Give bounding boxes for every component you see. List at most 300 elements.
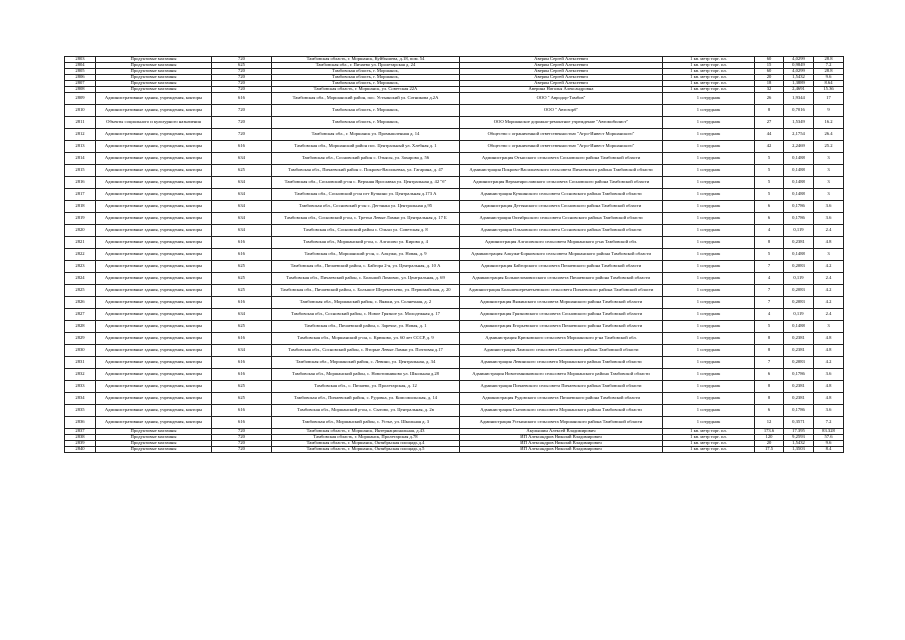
norm-cell: 1,3889 [784, 81, 814, 87]
code-cell: 634 [212, 189, 272, 201]
address-cell: Тамбовская обл., Моршанский район, с. Левино, ул. Центральная, д. 34 [272, 357, 460, 369]
volume-cell: 3 [814, 165, 844, 177]
row-number-cell: 2820 [65, 225, 96, 237]
address-cell: Тамбовская область, г. Моршанск, Куйбышева, д.18, пом. 54 [272, 57, 460, 63]
code-cell: 720 [212, 117, 272, 129]
volume-cell: 3 [814, 153, 844, 165]
code-cell: 720 [212, 87, 272, 93]
organization-cell: Акулышин Алексей Владимирович [460, 429, 663, 435]
quantity-cell: 5 [755, 153, 784, 165]
row-number-cell: 2834 [65, 393, 96, 405]
volume-cell: 4.2 [814, 261, 844, 273]
organization-cell: ООО " Автозорб" [460, 105, 663, 117]
norm-cell: 0,119 [784, 273, 814, 285]
quantity-cell: 7 [755, 297, 784, 309]
object-type-cell: Продуктовые магазины [96, 87, 212, 93]
organization-cell: Администрация Отьясского сельсовета Сосновского района Тамбовской области [460, 153, 663, 165]
row-number-cell: 2829 [65, 333, 96, 345]
code-cell: 625 [212, 321, 272, 333]
row-number-cell: 2825 [65, 285, 96, 297]
address-cell: Тамбовская область, г. Моршанск, Пролетарская д.78 [272, 435, 460, 441]
unit-cell: 1 сотрудник [663, 129, 755, 141]
address-cell: Тамбовская обл., Сосновский район с. Отьясы, ул. Захарова д. 56 [272, 153, 460, 165]
organization-cell: Аверин Сергей Алексеевич [460, 57, 663, 63]
code-cell: 720 [212, 441, 272, 447]
address-cell: Тамбовская обл., Моршанский район пос. Центральный ул. Хлебная д. 1 [272, 141, 460, 153]
table-row [65, 381, 844, 393]
unit-cell: 1 сотрудник [663, 225, 755, 237]
organization-cell: Администрация Устьинского сельсовета Моршанского района Тамбовской области [460, 417, 663, 429]
table-row [65, 297, 844, 309]
norm-cell: 0,2381 [784, 237, 814, 249]
organization-cell: Общество с ограниченной ответственностью "Агро-Инвест Моршанского" [460, 141, 663, 153]
row-number-cell: 2830 [65, 345, 96, 357]
code-cell: 720 [212, 57, 272, 63]
row-number-cell: 2803 [65, 57, 96, 63]
address-cell: Тамбовская обл., Пичаевский район с. Покрово-Васильевка, ул. Гагарина, д. 47 [272, 165, 460, 177]
unit-cell: 1 кв. метр торг. пл. [663, 81, 755, 87]
object-type-cell: Продуктовые магазины [96, 75, 212, 81]
address-cell: Тамбовская обл., г. Моршанск ул. Промышленная д. 14 [272, 129, 460, 141]
table-row [65, 321, 844, 333]
unit-cell: 1 сотрудник [663, 393, 755, 405]
row-number-cell: 2840 [65, 447, 96, 453]
organization-cell: Администрация Сытовского сельсовета Моршанского района Тамбовской области [460, 405, 663, 417]
code-cell: 720 [212, 435, 272, 441]
norm-cell: 4,0299 [784, 69, 814, 75]
quantity-cell: 32 [755, 87, 784, 93]
address-cell: Тамбовская область, г. Моршанск, [272, 69, 460, 75]
row-number-cell: 2815 [65, 165, 96, 177]
unit-cell: 1 сотрудник [663, 381, 755, 393]
row-number-cell: 2831 [65, 357, 96, 369]
quantity-cell: 27 [755, 117, 784, 129]
quantity-cell: 5 [755, 177, 784, 189]
code-cell: 616 [212, 93, 272, 105]
quantity-cell: 20 [755, 75, 784, 81]
address-cell: Тамбовская область, г. Моршанск, Октябрьская площадь д.4 [272, 441, 460, 447]
address-cell: Тамбовская область, г. Моршанск, ул. Советская 22А [272, 87, 460, 93]
quantity-cell: 8 [755, 333, 784, 345]
organization-cell: Администрация Ольховского сельсовета Сосновского района Тамбовской области [460, 225, 663, 237]
table-row [65, 405, 844, 417]
norm-cell: 0,1488 [784, 177, 814, 189]
organization-cell: Администрация Верхнеярославского сельсовета Сосновского района Тамбовской области [460, 177, 663, 189]
organization-cell: Администрация Октябрьского сельсовета Сосновского района Тамбовской области [460, 213, 663, 225]
object-type-cell: Административные здания, учреждения, конторы [96, 357, 212, 369]
row-number-cell: 2810 [65, 105, 96, 117]
object-type-cell: Административные здания, учреждения, конторы [96, 165, 212, 177]
volume-cell: 83.328 [814, 429, 844, 435]
row-number-cell: 2812 [65, 129, 96, 141]
row-number-cell: 2821 [65, 237, 96, 249]
code-cell: 625 [212, 393, 272, 405]
norm-cell: 0,2381 [784, 333, 814, 345]
volume-cell: 3.6 [814, 369, 844, 381]
norm-cell: 0,2083 [784, 357, 814, 369]
code-cell: 720 [212, 447, 272, 453]
row-number-cell: 2837 [65, 429, 96, 435]
object-type-cell: Административные здания, учреждения, конторы [96, 249, 212, 261]
unit-cell: 1 кв. метр торг. пл. [663, 435, 755, 441]
address-cell: Тамбовская область, г. Моршанск, [272, 75, 460, 81]
quantity-cell: 5 [755, 189, 784, 201]
row-number-cell: 2807 [65, 81, 96, 87]
organization-cell: Администрация Рудовского сельсовета Пичаевского района Тамбовской области [460, 393, 663, 405]
organization-cell: Администрация Крюковского сельсовета Моршанского р-на Тамбовской обл. [460, 333, 663, 345]
table-row [65, 117, 844, 129]
row-number-cell: 2808 [65, 87, 96, 93]
object-type-cell: Административные здания, учреждения, конторы [96, 153, 212, 165]
unit-cell: 1 сотрудник [663, 213, 755, 225]
quantity-cell: 60 [755, 69, 784, 75]
unit-cell: 1 сотрудник [663, 333, 755, 345]
row-number-cell: 2838 [65, 435, 96, 441]
unit-cell: 1 сотрудник [663, 249, 755, 261]
unit-cell: 1 кв. метр торг. пл. [663, 63, 755, 69]
norm-cell: 2,4691 [784, 87, 814, 93]
table-row [65, 201, 844, 213]
object-type-cell: Продуктовые магазины [96, 57, 212, 63]
quantity-cell: 15 [755, 63, 784, 69]
code-cell: 720 [212, 105, 272, 117]
quantity-cell: 60 [755, 57, 784, 63]
object-type-cell: Административные здания, учреждения, конторы [96, 309, 212, 321]
organization-cell: ООО Моршанское дорожно-ремонтное учреждение "Автомобилист" [460, 117, 663, 129]
address-cell: Тамбовская обл., г. Пичаево ул. Пролетарская д. 24 [272, 63, 460, 69]
quantity-cell: 26 [755, 93, 784, 105]
unit-cell: 1 сотрудник [663, 297, 755, 309]
organization-cell: Администрация Алкужи-Борковского сельсовета Моршанского района Тамбовской области [460, 249, 663, 261]
norm-cell: 0,1786 [784, 405, 814, 417]
unit-cell: 1 кв. метр торг. пл. [663, 75, 755, 81]
code-cell: 634 [212, 213, 272, 225]
address-cell: Тамбовская область, г. Моршанск, [272, 117, 460, 129]
quantity-cell: 173.6 [755, 429, 784, 435]
object-type-cell: Продуктовые магазины [96, 69, 212, 75]
object-type-cell: Продуктовые магазины [96, 435, 212, 441]
table-row [65, 129, 844, 141]
organization-cell: Администрация Вяжинского сельсовета Моршанского района Тамбовской области [460, 297, 663, 309]
table-row [65, 153, 844, 165]
norm-cell: 0,3571 [784, 417, 814, 429]
norm-cell: 17.395 [784, 429, 814, 435]
quantity-cell: 7 [755, 357, 784, 369]
quantity-cell: 8 [755, 105, 784, 117]
organization-cell: Аверин Сергей Алексеевич [460, 75, 663, 81]
unit-cell: 1 сотрудник [663, 357, 755, 369]
code-cell: 625 [212, 285, 272, 297]
unit-cell: 1 сотрудник [663, 237, 755, 249]
quantity-cell: 4 [755, 309, 784, 321]
address-cell: Тамбовская обл., Сосновский р-он пгт Кучкино ул. Центральная д.173 А [272, 189, 460, 201]
unit-cell: 1 кв. метр торг. пл. [663, 429, 755, 435]
object-type-cell: Административные здания, учреждения, конторы [96, 237, 212, 249]
volume-cell: 9.6 [814, 75, 844, 81]
address-cell: Тамбовская обл., Моршанский р-он, с. Алкужи, ул. Новая, д. 9 [272, 249, 460, 261]
volume-cell: 9.6 [814, 441, 844, 447]
volume-cell: 7.2 [814, 417, 844, 429]
norm-cell: 0,1786 [784, 213, 814, 225]
organization-cell: Аверина Наталья Александровна [460, 87, 663, 93]
code-cell: 616 [212, 417, 272, 429]
organization-cell: ИП Александров Николай Владимирович [460, 435, 663, 441]
row-number-cell: 2817 [65, 189, 96, 201]
object-type-cell: Административные здания, учреждения, конторы [96, 201, 212, 213]
quantity-cell: 120 [755, 435, 784, 441]
table-row [65, 105, 844, 117]
norm-cell: 0,2381 [784, 381, 814, 393]
code-cell: 616 [212, 333, 272, 345]
table-row [65, 447, 844, 453]
volume-cell: 3 [814, 189, 844, 201]
unit-cell: 1 сотрудник [663, 273, 755, 285]
table-row [65, 93, 844, 105]
code-cell: 720 [212, 69, 272, 75]
row-number-cell: 2818 [65, 201, 96, 213]
quantity-cell: 18 [755, 81, 784, 87]
object-type-cell: Административные здания, учреждения, конторы [96, 273, 212, 285]
unit-cell: 1 кв. метр торг. пл. [663, 441, 755, 447]
address-cell: Тамбовская обл., Сосновский р-он с. Дегтянка ул. Центральная д.95 [272, 201, 460, 213]
row-number-cell: 2836 [65, 417, 96, 429]
row-number-cell: 2819 [65, 213, 96, 225]
object-type-cell: Продуктовые магазины [96, 81, 212, 87]
quantity-cell: 44 [755, 129, 784, 141]
object-type-cell: Административные здания, учреждения, конторы [96, 189, 212, 201]
object-type-cell: Административные здания, учреждения, конторы [96, 285, 212, 297]
organization-cell: Администрация Левинского сельсовета Моршанского района Тамбовской области [460, 357, 663, 369]
norm-cell: 2,1754 [784, 129, 814, 141]
volume-cell: 4.2 [814, 297, 844, 309]
address-cell: Тамбовская область, г. Моршанск, [272, 105, 460, 117]
address-cell: Тамбовская обл., Моршанский р-он, с. Алгасово ул. Кирова д. 4 [272, 237, 460, 249]
address-cell: Тамбовская обл., Сосновский р-он, с. Третьи Левые Ламки ул. Центральная д. 17 Б [272, 213, 460, 225]
volume-cell: 9 [814, 105, 844, 117]
table-row [65, 177, 844, 189]
code-cell: 634 [212, 177, 272, 189]
object-type-cell: Продуктовые магазины [96, 429, 212, 435]
volume-cell: 3.6 [814, 405, 844, 417]
code-cell: 720 [212, 81, 272, 87]
unit-cell: 1 кв. метр торг. пл. [663, 87, 755, 93]
volume-cell: 4.8 [814, 237, 844, 249]
volume-cell: 15.36 [814, 87, 844, 93]
table-row [65, 309, 844, 321]
organization-cell: Администрация Новотомниковского сельсовета Моршанского района Тамбовской области [460, 369, 663, 381]
norm-cell: 0,9849 [784, 63, 814, 69]
code-cell: 634 [212, 345, 272, 357]
object-type-cell: Административные здания, учреждения, конторы [96, 393, 212, 405]
object-type-cell: Административные здания, учреждения, конторы [96, 105, 212, 117]
object-type-cell: Продуктовые магазины [96, 447, 212, 453]
row-number-cell: 2835 [65, 405, 96, 417]
organization-cell: Общество с ограниченной ответственностью "Агро-Инвест Моршанского" [460, 129, 663, 141]
table-row [65, 357, 844, 369]
row-number-cell: 2814 [65, 153, 96, 165]
object-type-cell: Административные здания, учреждения, конторы [96, 93, 212, 105]
quantity-cell: 8 [755, 237, 784, 249]
row-number-cell: 2806 [65, 75, 96, 81]
address-cell: Тамбовская обл., Моршанский район, с. Новотомниково ул. Школьная д.28 [272, 369, 460, 381]
code-cell: 616 [212, 249, 272, 261]
norm-cell: 0,1488 [784, 249, 814, 261]
organization-cell: Администрация Байгорского сельсовета Пичаевского района Тамбовской области [460, 261, 663, 273]
quantity-cell: 17.5 [755, 447, 784, 453]
unit-cell: 1 сотрудник [663, 417, 755, 429]
volume-cell: 3 [814, 321, 844, 333]
object-type-cell: Административные здания, учреждения, конторы [96, 381, 212, 393]
address-cell: Тамбовская обл., Пичаевский район, с. Байгора 2-я, ул. Центральная, д. 10 А [272, 261, 460, 273]
code-cell: 634 [212, 153, 272, 165]
norm-cell: 0,1786 [784, 369, 814, 381]
code-cell: 625 [212, 63, 272, 69]
norm-cell: 1,5432 [784, 441, 814, 447]
row-number-cell: 2811 [65, 117, 96, 129]
address-cell: Тамбовская область, г. Моршанск, Интернациональная, д.43 [272, 429, 460, 435]
code-cell: 720 [212, 129, 272, 141]
organization-cell: Администрация Егорьевского сельсовета Пичаевского района Тамбовской области [460, 321, 663, 333]
table-row [65, 189, 844, 201]
address-cell: Тамбовская обл., Моршанский р-он, с. Крюково, ул. 60 лет СССР, д. 9 [272, 333, 460, 345]
unit-cell: 1 сотрудник [663, 165, 755, 177]
table-row [65, 213, 844, 225]
row-number-cell: 2813 [65, 141, 96, 153]
organization-cell: Администрация Дегтянского сельсовета Сосновского района Тамбовской области [460, 201, 663, 213]
quantity-cell: 8 [755, 393, 784, 405]
unit-cell: 1 сотрудник [663, 189, 755, 201]
volume-cell: 8.4 [814, 447, 844, 453]
table-row [65, 261, 844, 273]
address-cell: Тамбовская обл., Моршанский район, с. Вяжки, ул. Солнечная, д. 2 [272, 297, 460, 309]
table-body [65, 57, 844, 453]
registry-table [64, 56, 844, 453]
quantity-cell: 8 [755, 381, 784, 393]
unit-cell: 1 сотрудник [663, 105, 755, 117]
quantity-cell: 7 [755, 285, 784, 297]
volume-cell: 4.8 [814, 333, 844, 345]
row-number-cell: 2833 [65, 381, 96, 393]
organization-cell: ИП Александров Николай Владимирович [460, 447, 663, 453]
object-type-cell: Продуктовые магазины [96, 63, 212, 69]
organization-cell: Администрация Грязновского сельсовета Сосновского района Тамбовской области [460, 309, 663, 321]
code-cell: 616 [212, 405, 272, 417]
norm-cell: 0,2381 [784, 345, 814, 357]
code-cell: 720 [212, 429, 272, 435]
object-type-cell: Административные здания, учреждения, конторы [96, 225, 212, 237]
norm-cell: 0,1488 [784, 321, 814, 333]
row-number-cell: 2805 [65, 69, 96, 75]
quantity-cell: 20 [755, 441, 784, 447]
quantity-cell: 42 [755, 141, 784, 153]
object-type-cell: Административные здания, учреждения, конторы [96, 417, 212, 429]
row-number-cell: 2826 [65, 297, 96, 309]
row-number-cell: 2816 [65, 177, 96, 189]
address-cell: Тамбовская обл., Пичаевский район, с. Заречье, ул. Новая, д. 1 [272, 321, 460, 333]
norm-cell: 0,1488 [784, 153, 814, 165]
table-row [65, 237, 844, 249]
organization-cell: Администрация Покрово-Васильевского сельсовета Пичаевского района Тамбовской области [460, 165, 663, 177]
address-cell: Тамбовская обл., Сосновский р-он с. Верхняя Ярославка ул. Центральная д. 42 "б" [272, 177, 460, 189]
organization-cell: ИП Александров Николай Владимирович [460, 441, 663, 447]
row-number-cell: 2832 [65, 369, 96, 381]
volume-cell: 2.4 [814, 273, 844, 285]
organization-cell: Администрация Большеломовисского сельсовета Пичаевского района Тамбовской области [460, 273, 663, 285]
address-cell: Тамбовская обл., Пичаевский район, с. Большой Ломовис, ул. Центральная, д. 69 [272, 273, 460, 285]
unit-cell: 1 сотрудник [663, 345, 755, 357]
code-cell: 616 [212, 141, 272, 153]
quantity-cell: 5 [755, 321, 784, 333]
address-cell: Тамбовская обл., Моршанский район, с. Устье, ул. Школьная д. 3 [272, 417, 460, 429]
organization-cell: ООО " Авродор-Тамбов" [460, 93, 663, 105]
address-cell: Тамбовская обл., Сосновский район, с. Вторые Левые Ламки ул. Почтовая д.17 [272, 345, 460, 357]
code-cell: 634 [212, 309, 272, 321]
organization-cell: Аверин Сергей Алексеевич [460, 81, 663, 87]
object-type-cell: Административные здания, учреждения, конторы [96, 141, 212, 153]
norm-cell: 0,7016 [784, 105, 814, 117]
norm-cell: 1,3503 [784, 447, 814, 453]
object-type-cell: Административные здания, учреждения, конторы [96, 369, 212, 381]
code-cell: 625 [212, 165, 272, 177]
code-cell: 625 [212, 273, 272, 285]
organization-cell: Аверин Сергей Алексеевич [460, 69, 663, 75]
volume-cell: 4.8 [814, 345, 844, 357]
volume-cell: 28.8 [814, 57, 844, 63]
quantity-cell: 6 [755, 369, 784, 381]
volume-cell: 3 [814, 249, 844, 261]
unit-cell: 1 сотрудник [663, 117, 755, 129]
norm-cell: 1,5349 [784, 117, 814, 129]
unit-cell: 1 кв. метр торг. пл. [663, 57, 755, 63]
row-number-cell: 2823 [65, 261, 96, 273]
quantity-cell: 6 [755, 201, 784, 213]
code-cell: 616 [212, 369, 272, 381]
volume-cell: 2.4 [814, 309, 844, 321]
organization-cell: Администрация Пичаевского сельсовета Пичаевского района Тамбовской области [460, 381, 663, 393]
row-number-cell: 2824 [65, 273, 96, 285]
row-number-cell: 2822 [65, 249, 96, 261]
object-type-cell: Административные здания, учреждения, конторы [96, 213, 212, 225]
volume-cell: 7.2 [814, 63, 844, 69]
norm-cell: 4,0299 [784, 57, 814, 63]
code-cell: 634 [212, 201, 272, 213]
unit-cell: 1 сотрудник [663, 321, 755, 333]
object-type-cell: Продуктовые магазины [96, 441, 212, 447]
volume-cell: 26.4 [814, 129, 844, 141]
organization-cell: Администрация Ламского сельсовета Сосновского района Тамбовской области [460, 345, 663, 357]
row-number-cell: 2839 [65, 441, 96, 447]
address-cell: Тамбовская область, г. Моршанск, [272, 81, 460, 87]
table-row [65, 417, 844, 429]
volume-cell: 4.8 [814, 381, 844, 393]
code-cell: 616 [212, 237, 272, 249]
volume-cell: 3.6 [814, 213, 844, 225]
row-number-cell: 2828 [65, 321, 96, 333]
table-row [65, 249, 844, 261]
quantity-cell: 5 [755, 249, 784, 261]
norm-cell: 1,9344 [784, 93, 814, 105]
code-cell: 720 [212, 75, 272, 81]
quantity-cell: 5 [755, 165, 784, 177]
table-row [65, 345, 844, 357]
unit-cell: 1 сотрудник [663, 369, 755, 381]
volume-cell: 3 [814, 177, 844, 189]
unit-cell: 1 сотрудник [663, 285, 755, 297]
volume-cell: 2.4 [814, 225, 844, 237]
volume-cell: 25.2 [814, 141, 844, 153]
unit-cell: 1 сотрудник [663, 405, 755, 417]
norm-cell: 0,2083 [784, 285, 814, 297]
